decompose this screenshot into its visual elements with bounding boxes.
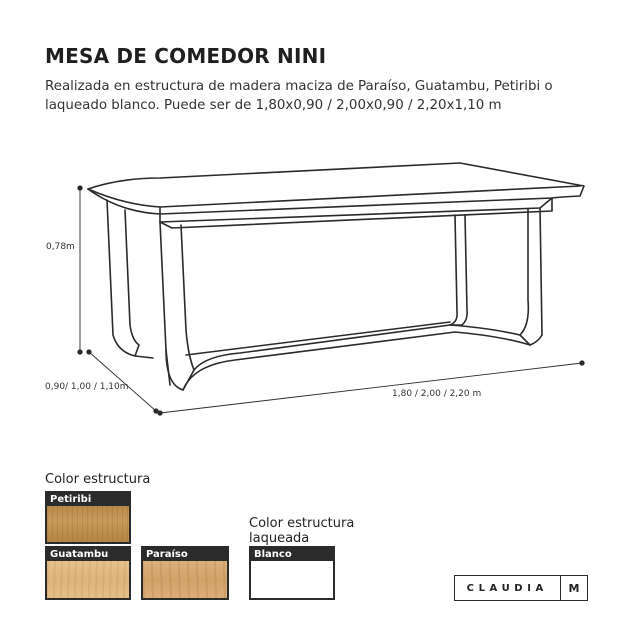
- swatch-guatambu: [45, 546, 131, 600]
- stretcher: [183, 322, 530, 390]
- brand-logo: [454, 575, 588, 601]
- wood-sample: [47, 506, 129, 542]
- swatch-petiribi: [45, 491, 131, 544]
- width-dimension-line: [160, 363, 582, 413]
- height-label: 0,78m: [46, 242, 75, 252]
- brand-name: CLAUDIA: [466, 582, 548, 594]
- color-estructura-label: Color estructura: [45, 472, 151, 487]
- swatch-label: Paraíso: [143, 548, 227, 561]
- swatch-label: Blanco: [251, 548, 333, 561]
- swatch-blanco: [249, 546, 335, 600]
- wood-sample: [143, 561, 227, 598]
- leg-right-back: [450, 215, 467, 325]
- depth-label: 0,90/ 1,00 / 1,10m: [45, 382, 129, 392]
- swatch-label: Petiribi: [47, 493, 129, 506]
- apron: [160, 198, 552, 228]
- leg-right-front: [520, 208, 542, 345]
- wood-sample: [47, 561, 129, 598]
- page-title: MESA DE COMEDOR NINI: [45, 44, 327, 68]
- swatch-paraiso: [141, 546, 229, 600]
- swatch-label: Guatambu: [47, 548, 129, 561]
- brand-mark: M: [568, 581, 580, 595]
- leg-left-back: [107, 200, 153, 358]
- leg-left-front: [160, 222, 194, 390]
- table-top: [88, 163, 584, 214]
- color-laqueada-label: Color estructura laqueada: [249, 516, 355, 546]
- width-label: 1,80 / 2,00 / 2,20 m: [392, 389, 482, 399]
- product-description: Realizada en estructura de madera maciza de Paraíso, Guatambu, Petiribi o laqueado blanco. Puede ser de 1,80x0,90 / 2,00x0,90 / 2,20x1,10 m: [45, 79, 553, 113]
- color-sample: [251, 561, 333, 598]
